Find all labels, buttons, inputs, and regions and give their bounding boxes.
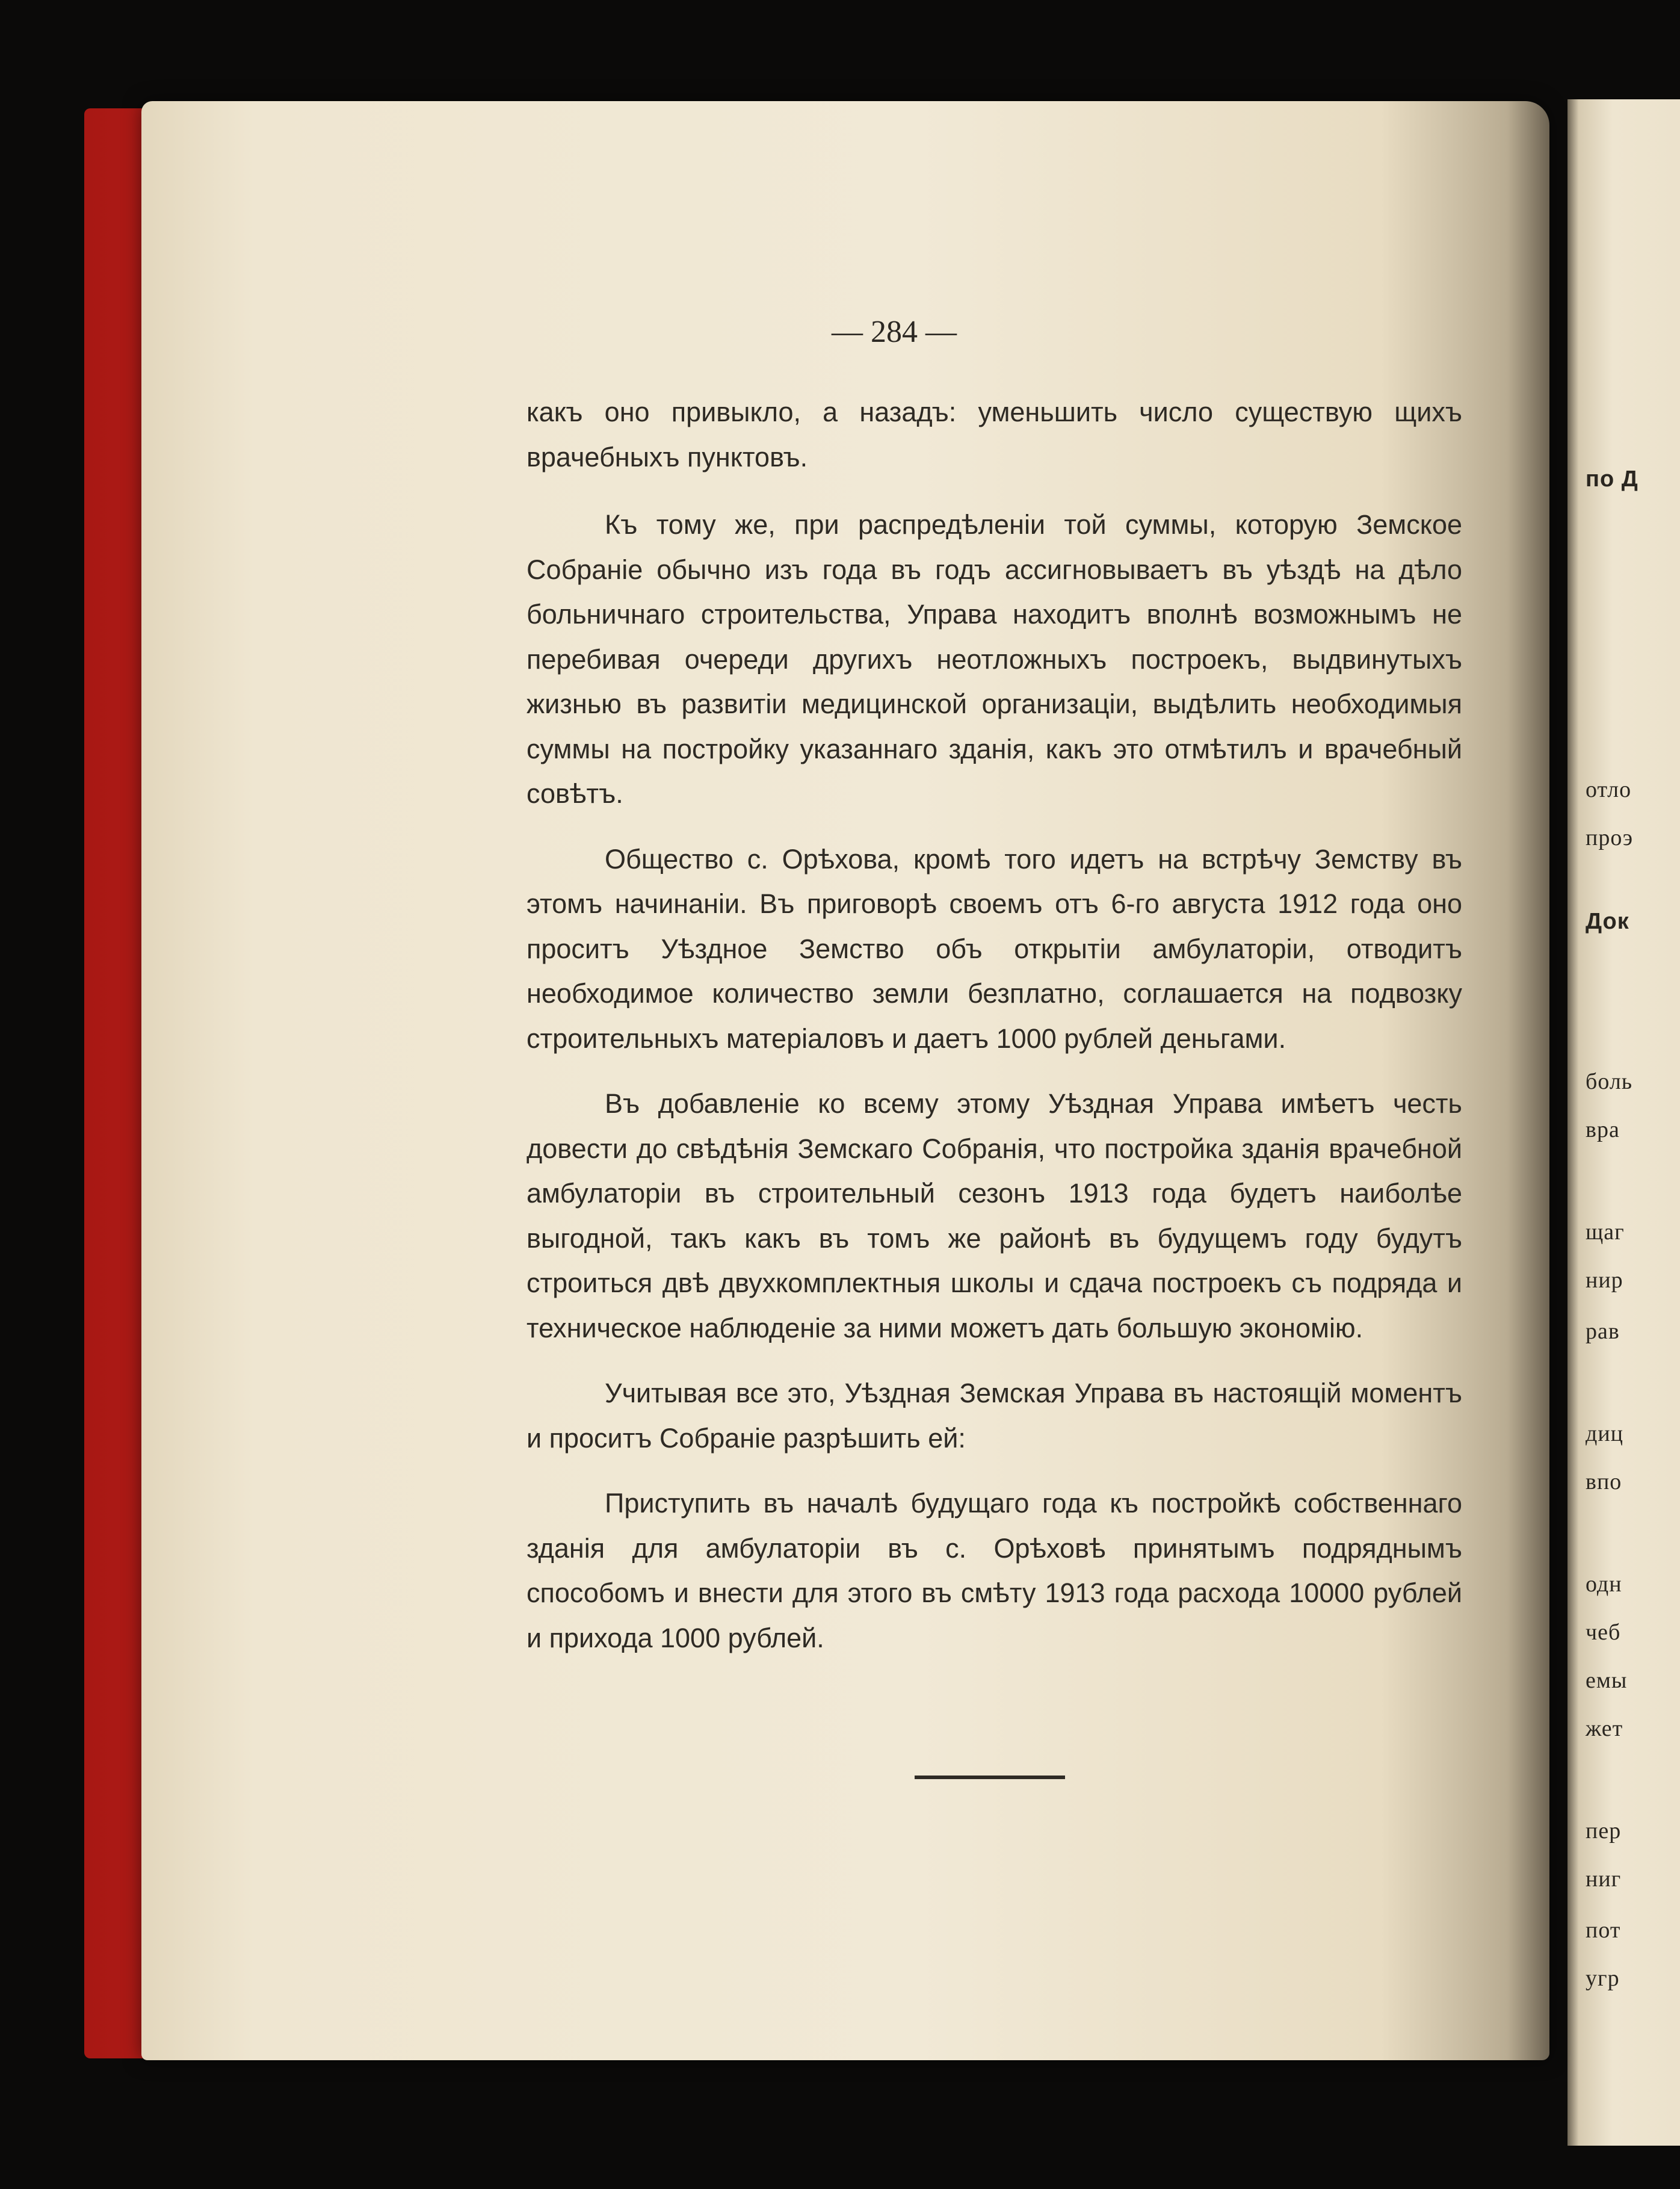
facing-page-fragment: пот — [1586, 1918, 1621, 1943]
facing-page-fragment: щаг — [1586, 1219, 1625, 1245]
facing-page-fragment: рав — [1586, 1319, 1620, 1344]
paragraph: какъ оно привыкло, а назадъ: уменьшить число существую щихъ врачебныхъ пунктовъ. — [527, 397, 1462, 472]
page-body — [527, 390, 1462, 1681]
facing-page — [1567, 99, 1680, 2146]
facing-page-fragment: емы — [1586, 1668, 1628, 1693]
facing-page-fragment: угр — [1586, 1966, 1620, 1991]
facing-page-fragment: ниг — [1586, 1866, 1622, 1892]
paragraph: Приступить въ началѣ будущаго года къ постройкѣ собственнаго зданія для амбулаторіи въ с. Орѣховѣ принятымъ подряднымъ способомъ и внести для этого въ смѣту 1913 года расхода 10000 рублей и прихода 1000 рублей. — [527, 1488, 1462, 1653]
facing-page-fragment: нир — [1586, 1268, 1623, 1293]
facing-page-fragment: отло — [1586, 777, 1632, 802]
paragraph: Къ тому же, при распредѣленіи той суммы, которую Земское Собраніе обычно изъ года въ годъ ассигновываетъ въ уѣздѣ на дѣло больничнаго строительства, Управа находитъ вполнѣ возможнымъ не перебивая очереди другихъ неотложныхъ построекъ, выдвинутыхъ жизнью въ развитіи медицинской организаціи, выдѣлить необходимыя суммы на постройку указаннаго зданія, какъ это отмѣтилъ и врачебный совѣтъ. — [527, 509, 1462, 809]
facing-page-fragment: жет — [1586, 1716, 1623, 1741]
facing-page-fragment: впо — [1586, 1469, 1622, 1494]
facing-page-fragment: боль — [1586, 1069, 1633, 1094]
page-number — [0, 314, 1680, 350]
facing-page-fragment: Док — [1586, 909, 1629, 934]
paragraph: Въ добавленіе ко всему этому Уѣздная Управа имѣетъ честь довести до свѣдѣнія Земскаго Собранія, что постройка зданія врачебной амбулаторіи въ строительный сезонъ 1913 года будетъ наиболѣе выгодной, такъ какъ въ томъ же районѣ въ будущемъ году будутъ строиться двѣ двухкомплектныя школы и сдача построекъ съ подряда и техническое наблюденіе за ними можетъ дать большую экономію. — [527, 1088, 1462, 1343]
facing-page-fragment: проэ — [1586, 825, 1634, 850]
facing-page-fragment: диц — [1586, 1421, 1624, 1446]
facing-page-fragment: пер — [1586, 1818, 1622, 1844]
facing-page-fragment: по Д — [1586, 466, 1638, 492]
page-number-text: — 284 — — [832, 315, 957, 349]
facing-page-fragment: вра — [1586, 1117, 1620, 1142]
facing-page-fragment: чеб — [1586, 1620, 1621, 1645]
paragraph: Учитывая все это, Уѣздная Земская Управа въ настоящій моментъ и проситъ Собраніе разрѣшить ей: — [527, 1378, 1462, 1454]
facing-page-fragment: одн — [1586, 1571, 1622, 1597]
paragraph: Общество с. Орѣхова, кромѣ того идетъ на встрѣчу Земству въ этомъ начинаніи. Въ приговорѣ своемъ отъ 6-го августа 1912 года оно проситъ Уѣздное Земство объ открытіи амбулаторіи, отводитъ необходимое количество земли безплатно, соглашается на подвозку строительныхъ матеріаловъ и даетъ 1000 рублей деньгами. — [527, 843, 1462, 1054]
section-divider-rule — [915, 1776, 1065, 1779]
